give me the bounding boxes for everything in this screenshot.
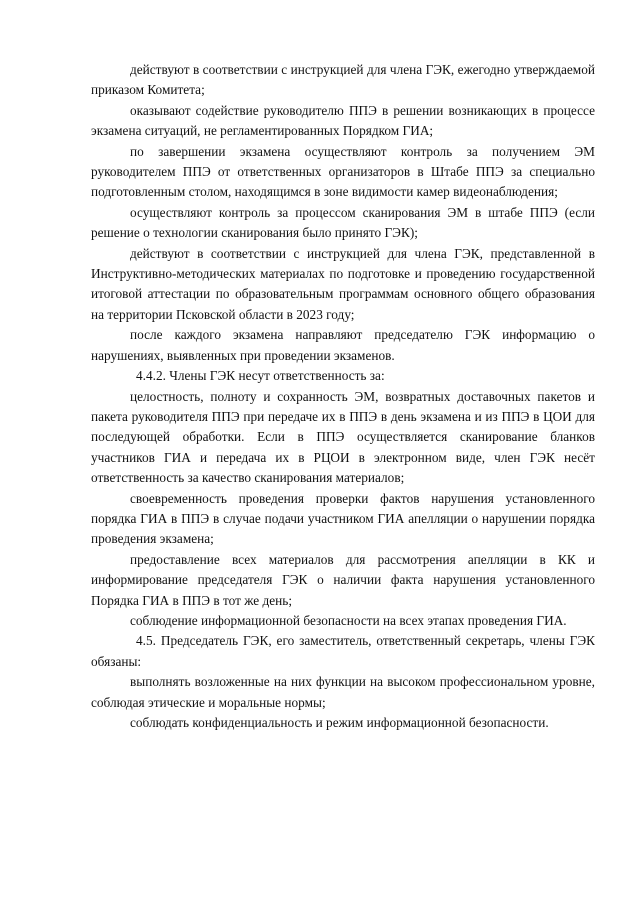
paragraph-assist-head: оказывают содействие руководителю ППЭ в решении возникающих в процессе экзамена ситуаций, не регламентированных Порядком ГИА; [91,102,595,139]
paragraph-info-security: соблюдение информационной безопасности на всех этапах проведения ГИА. [130,612,567,628]
document-body [91,60,595,733]
section-heading-4-5: 4.5. Председатель ГЭК, его заместитель, ответственный секретарь, члены ГЭК обязаны: [91,633,595,669]
paragraph-appeal-materials: предоставление всех материалов для рассмотрения апелляции в КК и информирование председателя ГЭК о наличии факта нарушения установленного Порядка ГИА в ППЭ в тот же день; [91,551,595,608]
paragraph-perform-duties: выполнять возложенные на них функции на высоком профессиональном уровне, соблюдая этические и моральные нормы; [91,674,595,710]
paragraph-control-em-receipt: по завершении экзамена осуществляют контроль за получением ЭМ руководителем ППЭ от ответственных организаторов в Штабе ППЭ за специально подготовленным столом, находящимся в зоне видимости камер видеонаблюдения; [91,143,595,200]
paragraph-instruction-annual: действуют в соответствии с инструкцией для члена ГЭК, ежегодно утверждаемой приказом Комитета; [91,62,595,98]
paragraph-control-scanning: осуществляют контроль за процессом сканирования ЭМ в штабе ППЭ (если решение о технологии сканирования было принято ГЭК); [91,204,595,241]
paragraph-timely-check: своевременность проведения проверки фактов нарушения установленного порядка ГИА в ППЭ в случае подачи участником ГИА апелляции о нарушении порядка проведения экзамена; [91,490,595,547]
paragraph-confidentiality: соблюдать конфиденциальность и режим информационной безопасности. [130,715,549,730]
paragraph-integrity-em: целостность, полноту и сохранность ЭМ, возвратных доставочных пакетов и пакета руководителя ППЭ при передаче их в ППЭ в день экзамена и из ППЭ в ЦОИ для последующей обработки. Если в ППЭ осуществляется сканирование бланков участников ГИА и передача их в РЦОИ в электронном виде, член ГЭК несёт ответственность за качество сканирования материалов; [91,388,595,486]
section-heading-4-4-2: 4.4.2. Члены ГЭК несут ответственность за: [136,368,385,384]
paragraph-instruction-materials: действуют в соответствии с инструкцией для члена ГЭК, представленной в Инструктивно-методических материалах по подготовке и проведению государственной итоговой аттестации по образовательным программам основного общего образования на территории Псковской области в 2023 году; [91,245,595,322]
paragraph-report-violations: после каждого экзамена направляют председателю ГЭК информацию о нарушениях, выявленных при проведении экзаменов. [91,327,595,363]
